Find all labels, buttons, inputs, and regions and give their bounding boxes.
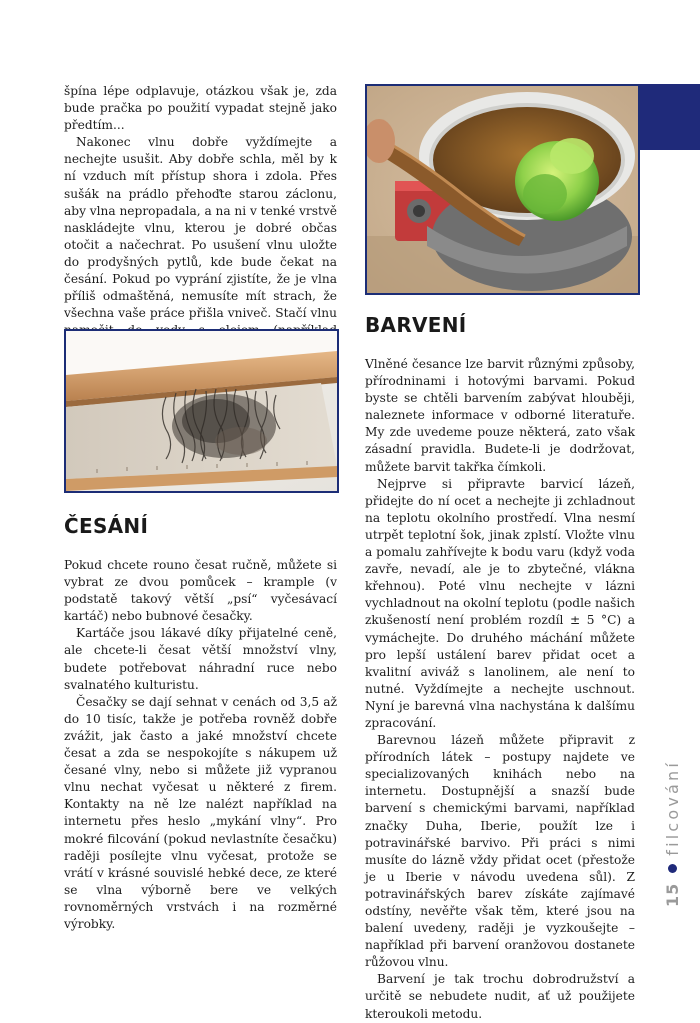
section-heading-cesani: ČESÁNÍ [64, 514, 149, 538]
paragraph: špína lépe odplavuje, otázkou však je, zda bude pračka po použití vypadat stejně jako předtím... [64, 84, 337, 133]
bullet-dot-icon [668, 864, 677, 873]
carding-brush-photo [64, 329, 339, 493]
section-label: filcování [663, 759, 682, 856]
section-heading-barveni: BARVENÍ [365, 313, 467, 337]
paragraph: Pokud chcete rouno česat ručně, můžete si vybrat ze dvou pomůcek – krample (v podstatě takový větší „psí“ vyčesávací kartáč) nebo bubnové česačky. [64, 558, 337, 624]
right-column-barveni [365, 313, 635, 1023]
paragraph: Nejprve si připravte barvicí lázeň, přidejte do ní ocet a nechejte ji zchladnout na teplotu okolního prostředí. Vlna nesmí utrpět teplotní šok, jinak zplstí. Vložte vlnu a pomalu zahřívejte k bodu varu (když voda zavře, nevadí, ale je to zbytečné, vlákna křehnou). Poté vlnu nechejte v lázni vychladnout na okolní teplotu (podle našich zkušeností není problém rozdíl ± 5 °C) a vymáchejte. Do druhého máchání můžete pro lepší ustálení barev přidat ocet a kvalitní aviváž s lanolinem, ale není to nutné. Vyždímejte a nechejte uschnout. Nyní je barevná vlna nachystána k dalšímu zpracování. [365, 476, 635, 730]
dyeing-pot-photo [365, 84, 640, 295]
paragraph: Barevnou lázeň můžete připravit z přírodních látek – postupy najdete ve specializovaných knihách nebo na internetu. Dostupnější a snazší bude barvení s chemickými barvami, například značky Duha, Iberie, použít lze i potravinářské barvivo. Při práci s nimi musíte do lázně vždy přidat ocet (přestože je u Iberie v návodu uvedena sůl). Z potravinářských barev získáte zajímavé odstíny, nevěřte však těm, které jsou na balení uvedeny, raději je vyzkoušejte – například při barvení oranžovou dostanete růžovou vlnu. [365, 733, 635, 970]
paragraph: Česačky se dají sehnat v cenách od 3,5 až do 10 tisíc, takže je potřeba rovněž dobře zvážit, jak často a jaké množství chcete česat a zda se nespokojíte s nákupem už česané vlny, nebo si můžete již vypranou vlnu nechat vyčesat u některé z firem. Kontakty na ně lze nalézt například na internetu přes heslo „mykání vlny“. Pro mokré filcování (pokud nevlastníte česačku) raději posílejte vlnu vyčesat, protože se vrátí v krásné souvislé hebké dece, ze které se vlna výborně bere ve velkých rovnoměrných vrstvách i na rozměrné výrobky. [64, 694, 337, 931]
paragraph: Vlněné česance lze barvit různými způsoby, přírodninami i hotovými barvami. Pokud byste se chtěli barvením zabývat hlouběji, naleznete informace v odborné literatuře. My zde uvedeme pouze některá, zato však zásadní pravidla. Budete-li je dodržovat, můžete barvit takřka čímkoli. [365, 357, 635, 474]
paragraph: Kartáče jsou lákavé díky přijatelné ceně, ale chcete-li česat větší množství vlny, budete potřebovat náhradní ruce nebo svalnatého kulturistu. [64, 626, 337, 692]
paragraph: Nakonec vlnu dobře vyždímejte a nechejte usušit. Aby dobře schla, měl by k ní vzduch mít přístup shora i zdola. Přes sušák na prádlo přehoďte starou záclonu, aby vlna nepropadala, a na ni v tenké vrstvě naskládejte vlnu, kterou je dobré občas otočit a načechrat. Po usušení vlnu uložte do prodyšných pytlů, kde bude čekat na česání. Pokud po vyprání zjistíte, že je vlna příliš odmaštěná, nemusíte mít strach, že všechna vaše práce přišla vniveč. Stačí vlnu [64, 135, 337, 321]
left-column-cesani [64, 514, 337, 933]
page-footer-vertical [663, 760, 682, 907]
page-number: 15 [663, 882, 682, 907]
edge-tab [640, 84, 700, 150]
paragraph: Barvení je tak trochu dobrodružství a určitě se nebudete nudit, ať už použijete kteroukoli metodu. [365, 972, 635, 1021]
